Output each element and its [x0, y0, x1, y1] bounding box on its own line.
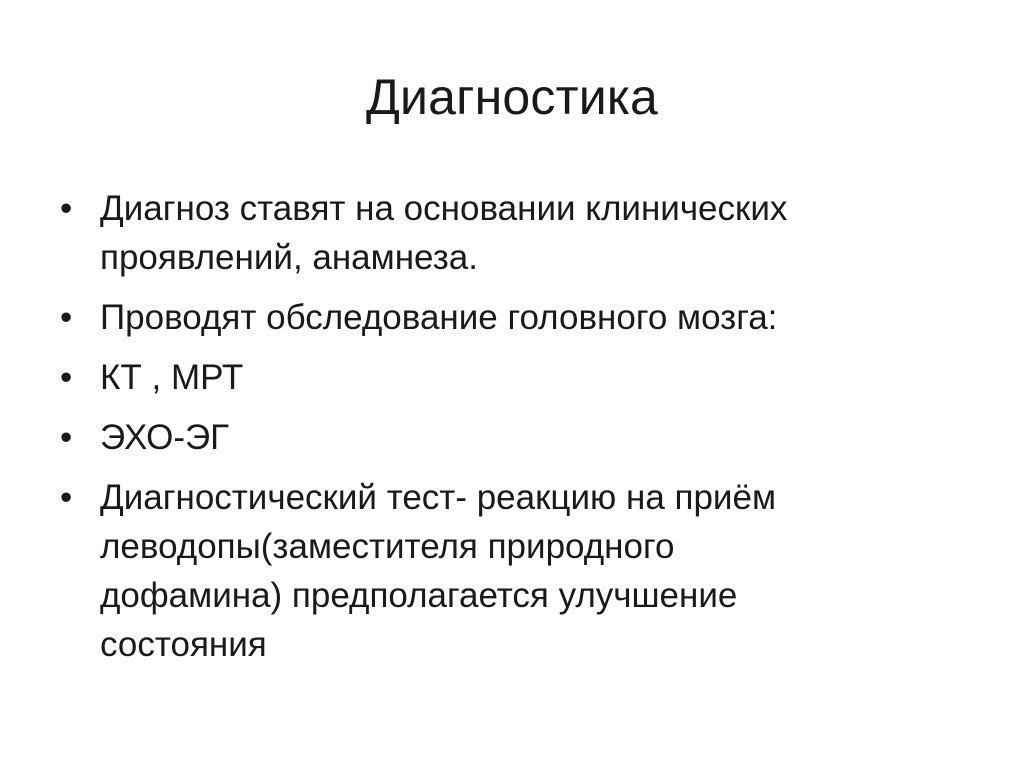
bullet-dot-icon: •: [60, 189, 73, 228]
bullet-line: состояния: [100, 625, 267, 664]
bullet-item-diagnosis-basis: [60, 184, 960, 282]
bullet-line: леводопы(заместителя природного: [100, 527, 675, 566]
bullet-dot-icon: •: [60, 418, 73, 457]
bullet-list: [60, 184, 960, 680]
bullet-line: проявлений, анамнеза.: [100, 238, 478, 277]
bullet-dot-icon: •: [60, 358, 73, 397]
slide-title: Диагностика: [365, 69, 659, 125]
bullet-line: ЭХО-ЭГ: [100, 418, 230, 457]
bullet-item-ct-mri: [60, 353, 960, 402]
bullet-line: дофамина) предполагается улучшение: [100, 576, 738, 615]
bullet-dot-icon: •: [60, 298, 73, 337]
bullet-item-levodopa-test: [60, 473, 960, 669]
bullet-line: КТ , МРТ: [100, 358, 244, 397]
bullet-line: Диагноз ставят на основании клинических: [100, 189, 788, 228]
bullet-line: Проводят обследование головного мозга:: [100, 298, 778, 337]
bullet-line: Диагностический тест- реакцию на приём: [100, 478, 777, 517]
bullet-dot-icon: •: [60, 478, 73, 517]
bullet-item-echo-eg: [60, 413, 960, 462]
bullet-item-brain-examination: [60, 293, 960, 342]
